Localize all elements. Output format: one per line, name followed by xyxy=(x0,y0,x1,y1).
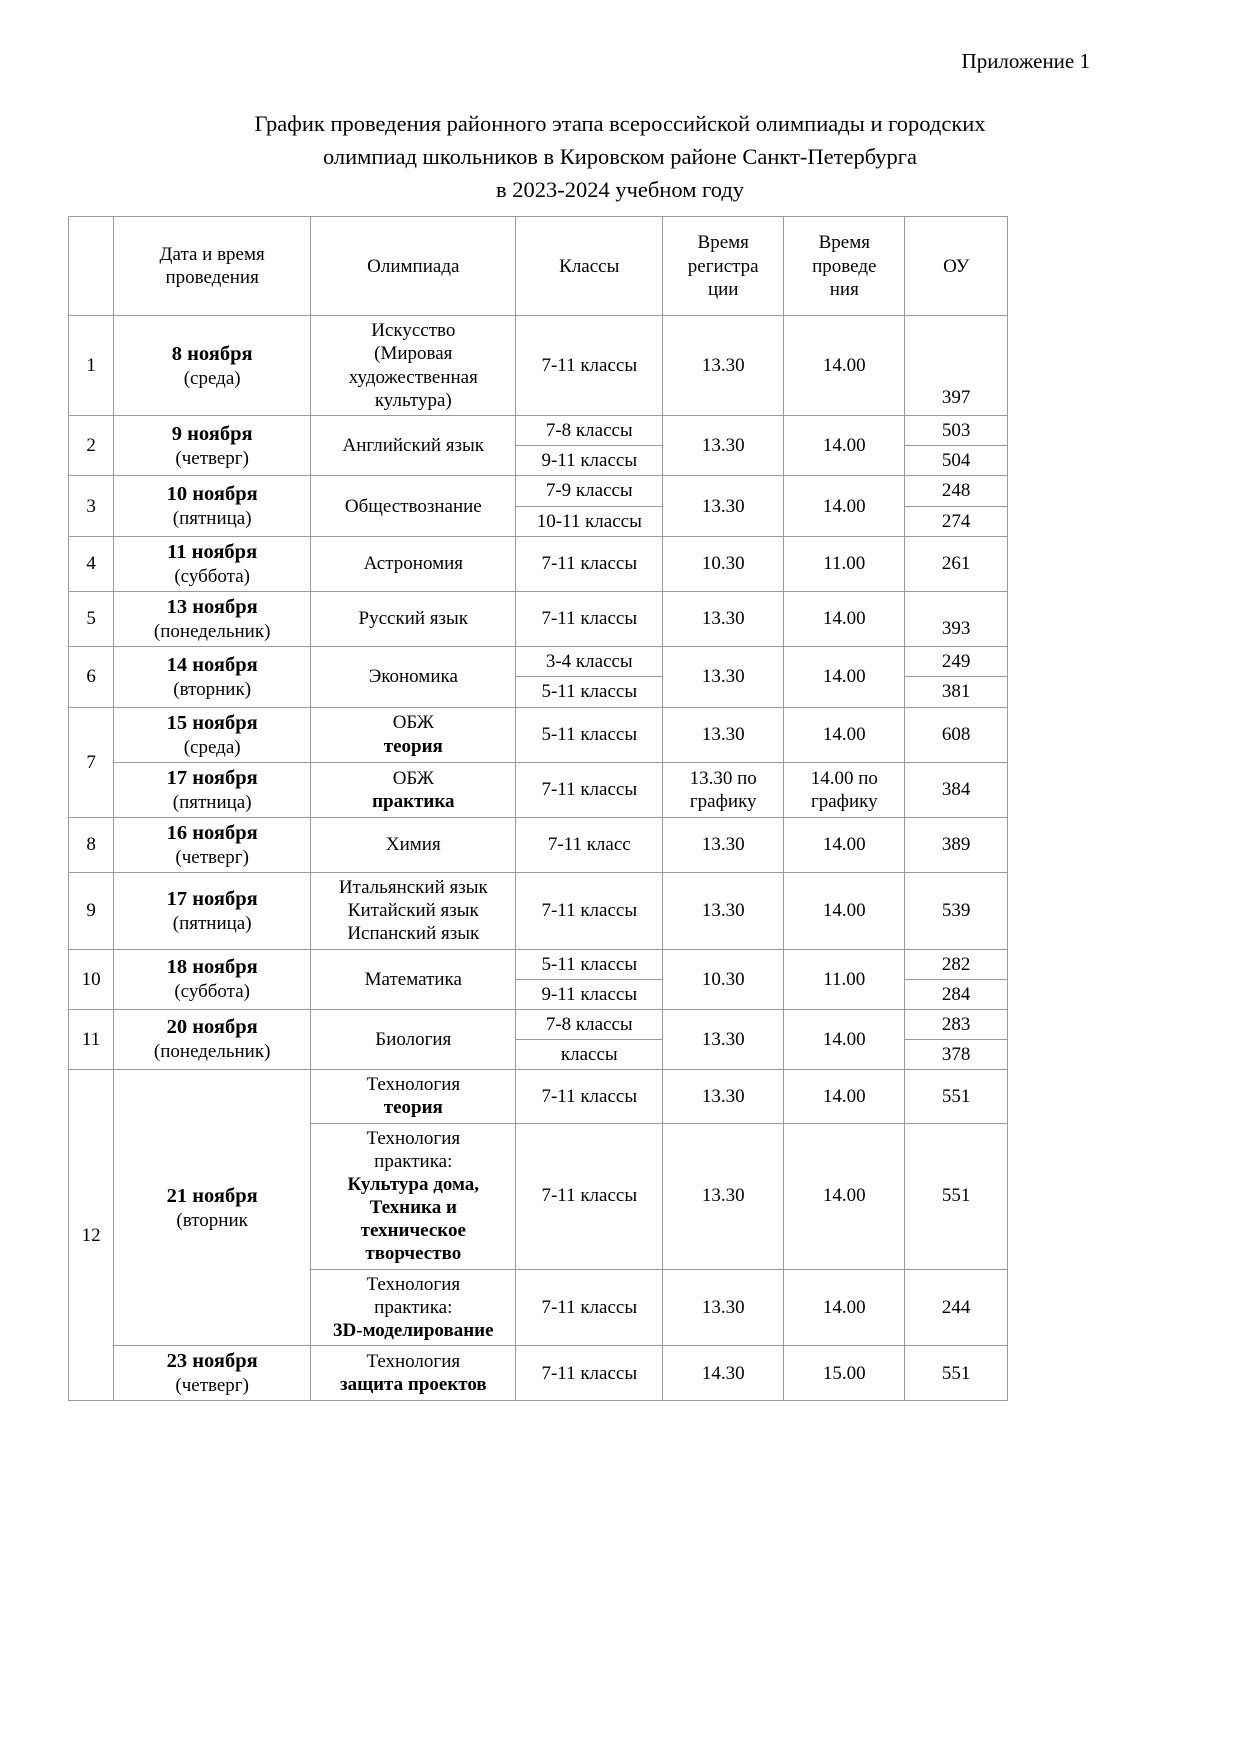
row-olympiad-part: 3D-моделирование xyxy=(333,1319,494,1341)
row-classes: классы xyxy=(516,1040,663,1070)
row-olympiad xyxy=(311,873,516,950)
row-olympiad-part: защита проектов xyxy=(339,1374,487,1396)
table-row xyxy=(69,536,1008,591)
row-date xyxy=(114,476,311,536)
row-registration-time: 10.30 xyxy=(663,949,784,1009)
row-olympiad-part: Техника и xyxy=(369,1197,457,1219)
col-header-date-line1: Дата и время xyxy=(159,243,265,265)
row-number: 11 xyxy=(69,1009,114,1069)
row-holding-time: 14.00 xyxy=(784,476,905,536)
row-date-weekday: (пятница) xyxy=(172,791,252,813)
row-classes: 7-11 классы xyxy=(516,316,663,416)
row-ou: 378 xyxy=(905,1040,1008,1070)
table-header xyxy=(69,217,1008,316)
table-row xyxy=(69,817,1008,872)
col-header-reg-line1: Время xyxy=(697,232,749,254)
row-registration-time: 10.30 xyxy=(663,536,784,591)
col-header-hold-line1: Время xyxy=(818,232,870,254)
row-holding-time: 14.00 xyxy=(784,316,905,416)
row-date xyxy=(114,1346,311,1401)
row-date-main: 10 ноября xyxy=(166,483,258,506)
row-classes: 5-11 классы xyxy=(516,949,663,979)
row-date xyxy=(114,762,311,817)
row-date xyxy=(114,1070,311,1346)
row-classes: 7-9 классы xyxy=(516,476,663,506)
page-title-line-3: в 2023-2024 учебном году xyxy=(495,176,745,202)
row-date-weekday: (четверг) xyxy=(175,447,249,469)
table-row xyxy=(69,416,1008,446)
table-row xyxy=(69,1009,1008,1039)
row-ou: 384 xyxy=(905,762,1008,817)
row-ou: 284 xyxy=(905,979,1008,1009)
row-date xyxy=(114,1009,311,1069)
row-date xyxy=(114,817,311,872)
row-olympiad: Русский язык xyxy=(311,591,516,646)
row-olympiad-name: ОБЖ xyxy=(392,767,434,789)
row-olympiad-part: Культура дома, xyxy=(347,1173,480,1195)
row-number: 6 xyxy=(69,647,114,707)
row-olympiad-line: практика: xyxy=(374,1296,453,1318)
row-olympiad-line: Испанский язык xyxy=(347,923,480,945)
row-registration-time: 13.30 xyxy=(663,476,784,536)
row-registration-time: 13.30 xyxy=(663,1009,784,1069)
appendix-label: Приложение 1 xyxy=(961,49,1090,73)
row-classes: 7-11 классы xyxy=(516,1346,663,1401)
row-classes: 7-11 класс xyxy=(516,817,663,872)
row-date xyxy=(114,591,311,646)
row-olympiad-part: техническое xyxy=(360,1220,466,1242)
row-ou: 249 xyxy=(905,647,1008,677)
row-date-main: 13 ноября xyxy=(166,595,258,618)
row-olympiad-line: культура) xyxy=(374,389,452,411)
row-holding-time: 15.00 xyxy=(784,1346,905,1401)
table-row xyxy=(69,949,1008,979)
row-olympiad: Математика xyxy=(311,949,516,1009)
row-olympiad-name: ОБЖ xyxy=(392,712,434,734)
row-olympiad-name: Технология xyxy=(366,1351,461,1373)
row-classes: 7-11 классы xyxy=(516,1123,663,1269)
row-olympiad-part: теория xyxy=(383,735,443,757)
col-header-date-line2: проведения xyxy=(165,267,259,289)
row-olympiad xyxy=(311,707,516,762)
row-registration-time: 14.30 xyxy=(663,1346,784,1401)
col-header-reg-line2: регистра xyxy=(687,255,759,277)
row-classes: 7-8 классы xyxy=(516,416,663,446)
row-date-weekday: (пятница) xyxy=(172,508,252,530)
row-olympiad-line: художественная xyxy=(348,366,478,388)
row-holding-time: 11.00 xyxy=(784,536,905,591)
row-date-weekday: (суббота) xyxy=(174,565,250,587)
row-number: 12 xyxy=(69,1070,114,1401)
row-holding-time: 14.00 xyxy=(784,591,905,646)
row-date-main: 8 ноября xyxy=(171,342,253,365)
page-title-line-2: олимпиад школьников в Кировском районе Санкт-Петербурга xyxy=(322,143,918,169)
row-ou: 608 xyxy=(905,707,1008,762)
row-date-main: 9 ноября xyxy=(171,422,253,445)
row-olympiad xyxy=(311,1346,516,1401)
row-date-weekday: (среда) xyxy=(183,736,241,758)
row-holding-time: 14.00 xyxy=(784,1269,905,1346)
col-header-hold-line3: ния xyxy=(829,278,859,300)
row-classes: 3-4 классы xyxy=(516,647,663,677)
col-header-date xyxy=(114,217,311,316)
olympiad-schedule-table xyxy=(68,216,1008,1401)
row-date-weekday: (суббота) xyxy=(174,981,250,1003)
row-olympiad xyxy=(311,1070,516,1123)
row-ou: 283 xyxy=(905,1009,1008,1039)
row-classes: 7-11 классы xyxy=(516,591,663,646)
col-header-holding xyxy=(784,217,905,316)
row-olympiad-part: практика xyxy=(372,790,455,812)
row-olympiad xyxy=(311,1269,516,1346)
row-number: 7 xyxy=(69,707,114,817)
col-header-olympiad: Олимпиада xyxy=(311,217,516,316)
row-holding-time: 14.00 xyxy=(784,1123,905,1269)
row-holding-time: 14.00 xyxy=(784,647,905,707)
row-number: 10 xyxy=(69,949,114,1009)
row-olympiad xyxy=(311,316,516,416)
row-ou: 393 xyxy=(905,591,1008,646)
row-olympiad: Обществознание xyxy=(311,476,516,536)
row-number: 1 xyxy=(69,316,114,416)
row-ou: 551 xyxy=(905,1070,1008,1123)
row-registration-time: 13.30 xyxy=(663,1123,784,1269)
col-header-classes: Классы xyxy=(516,217,663,316)
row-number: 9 xyxy=(69,873,114,950)
table-header-row xyxy=(69,217,1008,316)
table-row xyxy=(69,1070,1008,1123)
row-olympiad-line: практика: xyxy=(374,1150,453,1172)
row-classes: 7-11 классы xyxy=(516,1269,663,1346)
row-registration-time: 13.30 xyxy=(663,707,784,762)
row-date-main: 16 ноября xyxy=(166,821,258,844)
row-olympiad-line: Технология xyxy=(366,1273,461,1295)
row-olympiad-line: Искусство xyxy=(371,320,456,342)
row-ou: 503 xyxy=(905,416,1008,446)
row-date-main: 11 ноября xyxy=(167,540,258,563)
row-classes: 5-11 классы xyxy=(516,677,663,707)
row-date xyxy=(114,707,311,762)
row-holding-time: 14.00 xyxy=(784,416,905,476)
row-date-main: 15 ноября xyxy=(166,711,258,734)
row-registration-time: 13.30 xyxy=(663,316,784,416)
row-olympiad: Английский язык xyxy=(311,416,516,476)
row-date-weekday: (четверг) xyxy=(175,846,249,868)
row-ou: 261 xyxy=(905,536,1008,591)
row-classes: 5-11 классы xyxy=(516,707,663,762)
row-holding-time: 11.00 xyxy=(784,949,905,1009)
row-olympiad: Биология xyxy=(311,1009,516,1069)
row-number: 5 xyxy=(69,591,114,646)
row-olympiad-line: Технология xyxy=(366,1127,461,1149)
row-ou: 248 xyxy=(905,476,1008,506)
row-date-weekday: (понедельник) xyxy=(153,620,271,642)
row-ou: 504 xyxy=(905,446,1008,476)
row-classes: 7-8 классы xyxy=(516,1009,663,1039)
row-olympiad-line: (Мировая xyxy=(374,343,453,365)
row-olympiad: Астрономия xyxy=(311,536,516,591)
row-classes: 7-11 классы xyxy=(516,762,663,817)
row-olympiad-part: творчество xyxy=(365,1243,462,1265)
row-classes: 10-11 классы xyxy=(516,506,663,536)
row-classes: 9-11 классы xyxy=(516,446,663,476)
row-olympiad: Химия xyxy=(311,817,516,872)
row-date-weekday: (четверг) xyxy=(175,1375,249,1397)
row-date-main: 17 ноября xyxy=(166,766,258,789)
row-date xyxy=(114,536,311,591)
col-header-registration xyxy=(663,217,784,316)
row-date xyxy=(114,873,311,950)
row-ou: 539 xyxy=(905,873,1008,950)
row-date-main: 17 ноября xyxy=(166,887,258,910)
row-date-weekday: (понедельник) xyxy=(153,1041,271,1063)
row-holding-time: 14.00 xyxy=(784,873,905,950)
row-date-weekday: (пятница) xyxy=(172,912,252,934)
row-olympiad-line: Итальянский язык xyxy=(338,877,488,899)
row-date-main: 18 ноября xyxy=(166,956,258,979)
row-registration-time: 13.30 xyxy=(663,591,784,646)
row-olympiad-line: Китайский язык xyxy=(347,900,479,922)
row-registration-time: 13.30 по графику xyxy=(663,762,784,817)
col-header-ou: ОУ xyxy=(905,217,1008,316)
row-date-main: 20 ноября xyxy=(166,1016,258,1039)
row-ou: 551 xyxy=(905,1346,1008,1401)
table-row xyxy=(69,873,1008,950)
row-number: 4 xyxy=(69,536,114,591)
row-holding-time: 14.00 xyxy=(784,817,905,872)
row-number: 3 xyxy=(69,476,114,536)
row-date-weekday: (вторник xyxy=(176,1209,248,1231)
row-ou: 551 xyxy=(905,1123,1008,1269)
row-classes: 7-11 классы xyxy=(516,536,663,591)
table-row xyxy=(69,647,1008,677)
row-registration-time: 13.30 xyxy=(663,1269,784,1346)
row-date-main: 21 ноября xyxy=(166,1184,258,1207)
page-title-line-1: График проведения районного этапа всероссийской олимпиады и городских xyxy=(254,111,986,137)
table-row xyxy=(69,1346,1008,1401)
row-ou: 274 xyxy=(905,506,1008,536)
row-ou: 389 xyxy=(905,817,1008,872)
row-ou: 397 xyxy=(905,316,1008,416)
row-holding-time: 14.00 xyxy=(784,707,905,762)
table-row xyxy=(69,591,1008,646)
row-date-weekday: (среда) xyxy=(183,367,241,389)
row-date-weekday: (вторник) xyxy=(173,678,252,700)
col-header-reg-line3: ции xyxy=(707,278,739,300)
row-classes: 9-11 классы xyxy=(516,979,663,1009)
row-ou: 244 xyxy=(905,1269,1008,1346)
row-classes: 7-11 классы xyxy=(516,1070,663,1123)
row-holding-time: 14.00 xyxy=(784,1009,905,1069)
row-holding-time: 14.00 xyxy=(784,1070,905,1123)
row-olympiad-name: Технология xyxy=(366,1074,461,1096)
row-registration-time: 13.30 xyxy=(663,817,784,872)
row-date xyxy=(114,949,311,1009)
col-header-number xyxy=(69,217,114,316)
row-ou: 381 xyxy=(905,677,1008,707)
table-body xyxy=(69,316,1008,1401)
table-row xyxy=(69,762,1008,817)
col-header-hold-line2: проведе xyxy=(812,255,877,277)
row-registration-time: 13.30 xyxy=(663,647,784,707)
row-registration-time: 13.30 xyxy=(663,873,784,950)
row-number: 2 xyxy=(69,416,114,476)
row-number: 8 xyxy=(69,817,114,872)
row-date-main: 23 ноября xyxy=(166,1350,258,1373)
row-olympiad: Экономика xyxy=(311,647,516,707)
row-holding-time: 14.00 по графику xyxy=(784,762,905,817)
row-olympiad xyxy=(311,1123,516,1269)
row-ou: 282 xyxy=(905,949,1008,979)
row-date xyxy=(114,647,311,707)
table-row xyxy=(69,476,1008,506)
row-registration-time: 13.30 xyxy=(663,1070,784,1123)
row-olympiad-part: теория xyxy=(383,1097,443,1119)
row-registration-time: 13.30 xyxy=(663,416,784,476)
row-date-main: 14 ноября xyxy=(166,653,258,676)
table-row xyxy=(69,316,1008,416)
row-date xyxy=(114,316,311,416)
row-classes: 7-11 классы xyxy=(516,873,663,950)
row-olympiad xyxy=(311,762,516,817)
row-date xyxy=(114,416,311,476)
page-title xyxy=(200,108,1040,206)
table-row xyxy=(69,707,1008,762)
